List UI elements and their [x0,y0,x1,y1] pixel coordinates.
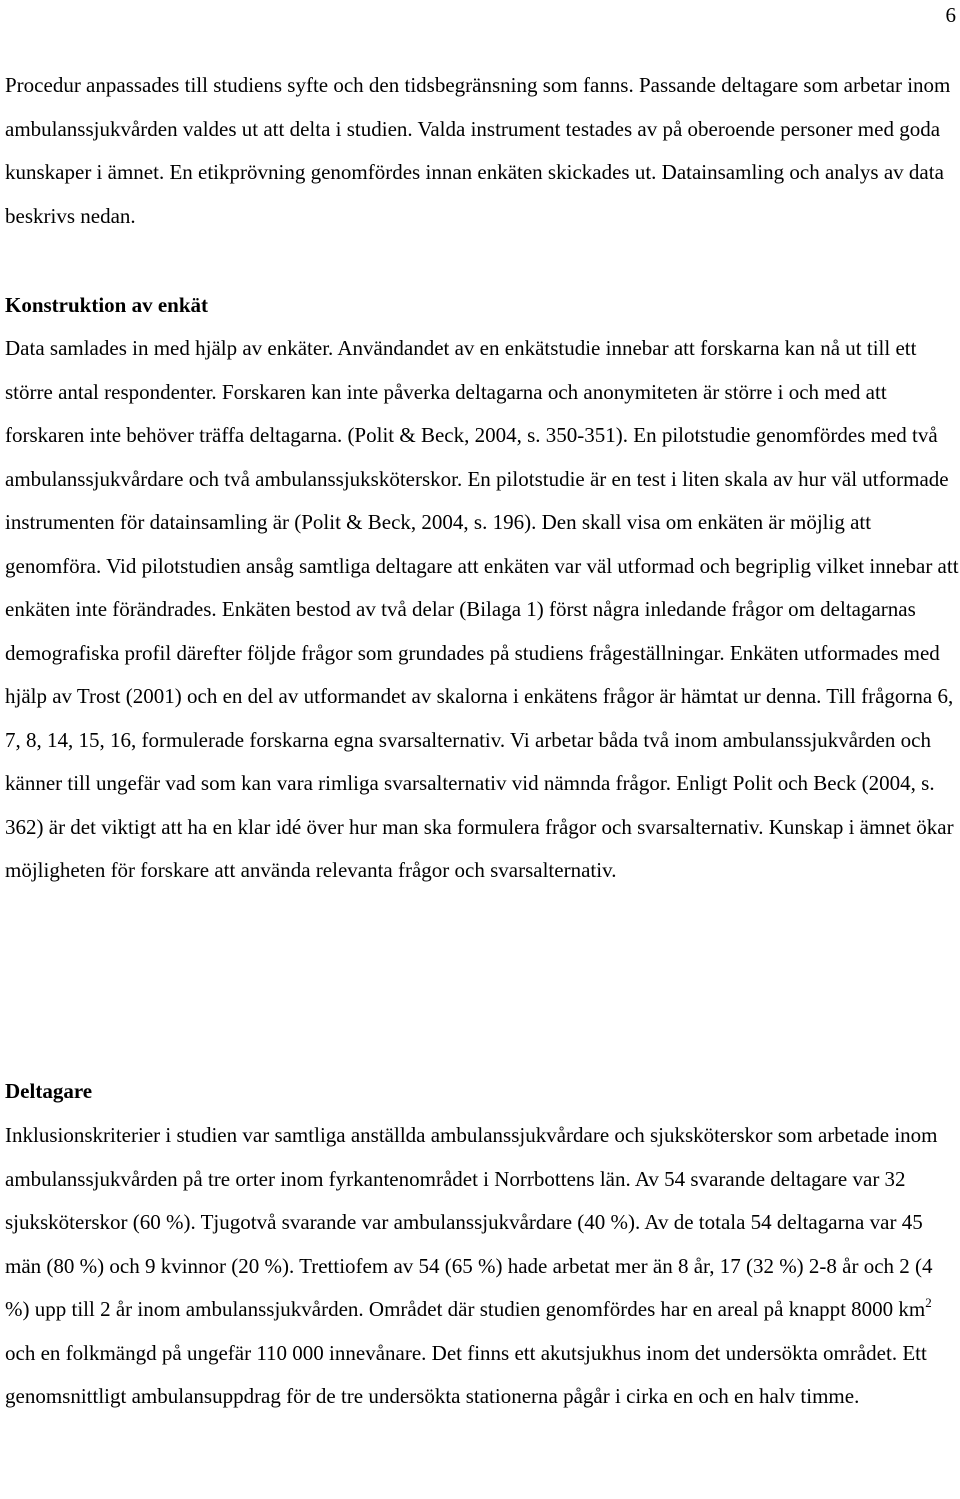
deltagare-text-part-2: och en folkmängd på ungefär 110 000 innevånare. Det finns ett akutsjukhus inom det undersökta området. Ett genomsnittligt ambulansuppdrag för de tre undersökta stationerna pågår i cirka en och en halv timme. [5,1340,927,1408]
km-squared-superscript: 2 [925,1295,932,1310]
intro-paragraph: Procedur anpassades till studiens syfte och den tidsbegränsning som fanns. Passande deltagare som arbetar inom ambulanssjukvården valdes ut att delta i studien. Valda instrument testades av på oberoende personer med goda kunskaper i ämnet. En etikprövning genomfördes innan enkäten skickades ut. Datainsamling och analys av data beskrivs nedan. [5,73,951,228]
deltagare-text-part-1: Inklusionskriterier i studien var samtliga anställda ambulanssjukvårdare och sjuksköterskor som arbetade inom ambulanssjukvården på tre orter inom fyrkantenområdet i Norrbottens län. Av 54 svarande deltagare var 32 sjuksköterskor (60 %). Tjugotvå svarande var ambulanssjukvårdare (40 %). Av de totala 54 deltagarna var 45 män (80 %) och 9 kvinnor (20 %). Trettiofem av 54 (65 %) hade arbetat mer än 8 år, 17 (32 %) 2-8 år och 2 (4 %) upp till 2 år inom ambulanssjukvården. Området där studien genomfördes har en areal på knappt 8000 km [5,1123,938,1321]
section-heading-deltagare: Deltagare [5,1079,93,1103]
deltagare-paragraph [5,1114,960,1419]
page-number: 6 [945,3,956,27]
section-heading-konstruktion: Konstruktion av enkät [5,293,209,317]
konstruktion-paragraph: Data samlades in med hjälp av enkäter. Användandet av en enkätstudie innebar att forskarna kan nå ut till ett större antal respondenter. Forskaren kan inte påverka deltagarna och anonymiteten är större i och med att forskaren inte behöver träffa deltagarna. (Polit & Beck, 2004, s. 350-351). En pilotstudie genomfördes med två ambulanssjukvårdare och två ambulanssjuksköterskor. En pilotstudie är en test i liten skala av hur väl utformade instrumenten för datainsamling är (Polit & Beck, 2004, s. 196). Den skall visa om enkäten är möjlig att genomföra. Vid pilotstudien ansåg samtliga deltagare att enkäten var väl utformad och begriplig vilket innebar att enkäten inte förändrades. Enkäten bestod av två delar (Bilaga 1) först några inledande frågor om deltagarnas demografiska profil därefter följde frågor som grundades på studiens frågeställningar. Enkäten utformades med hjälp av Trost (2001) och en del av utformandet av skalorna i enkätens frågor är hämtat ur denna. Till frågorna 6, 7, 8, 14, 15, 16, formulerade forskarna egna svarsalternativ. Vi arbetar båda två inom ambulanssjukvården och känner till ungefär vad som kan vara rimliga svarsalternativ vid nämnda frågor. Enligt Polit och Beck (2004, s. 362) är det viktigt att ha en klar idé över hur man ska formulera frågor och svarsalternativ. Kunskap i ämnet ökar möjligheten för forskare att använda relevanta frågor och svarsalternativ. [5,336,959,882]
